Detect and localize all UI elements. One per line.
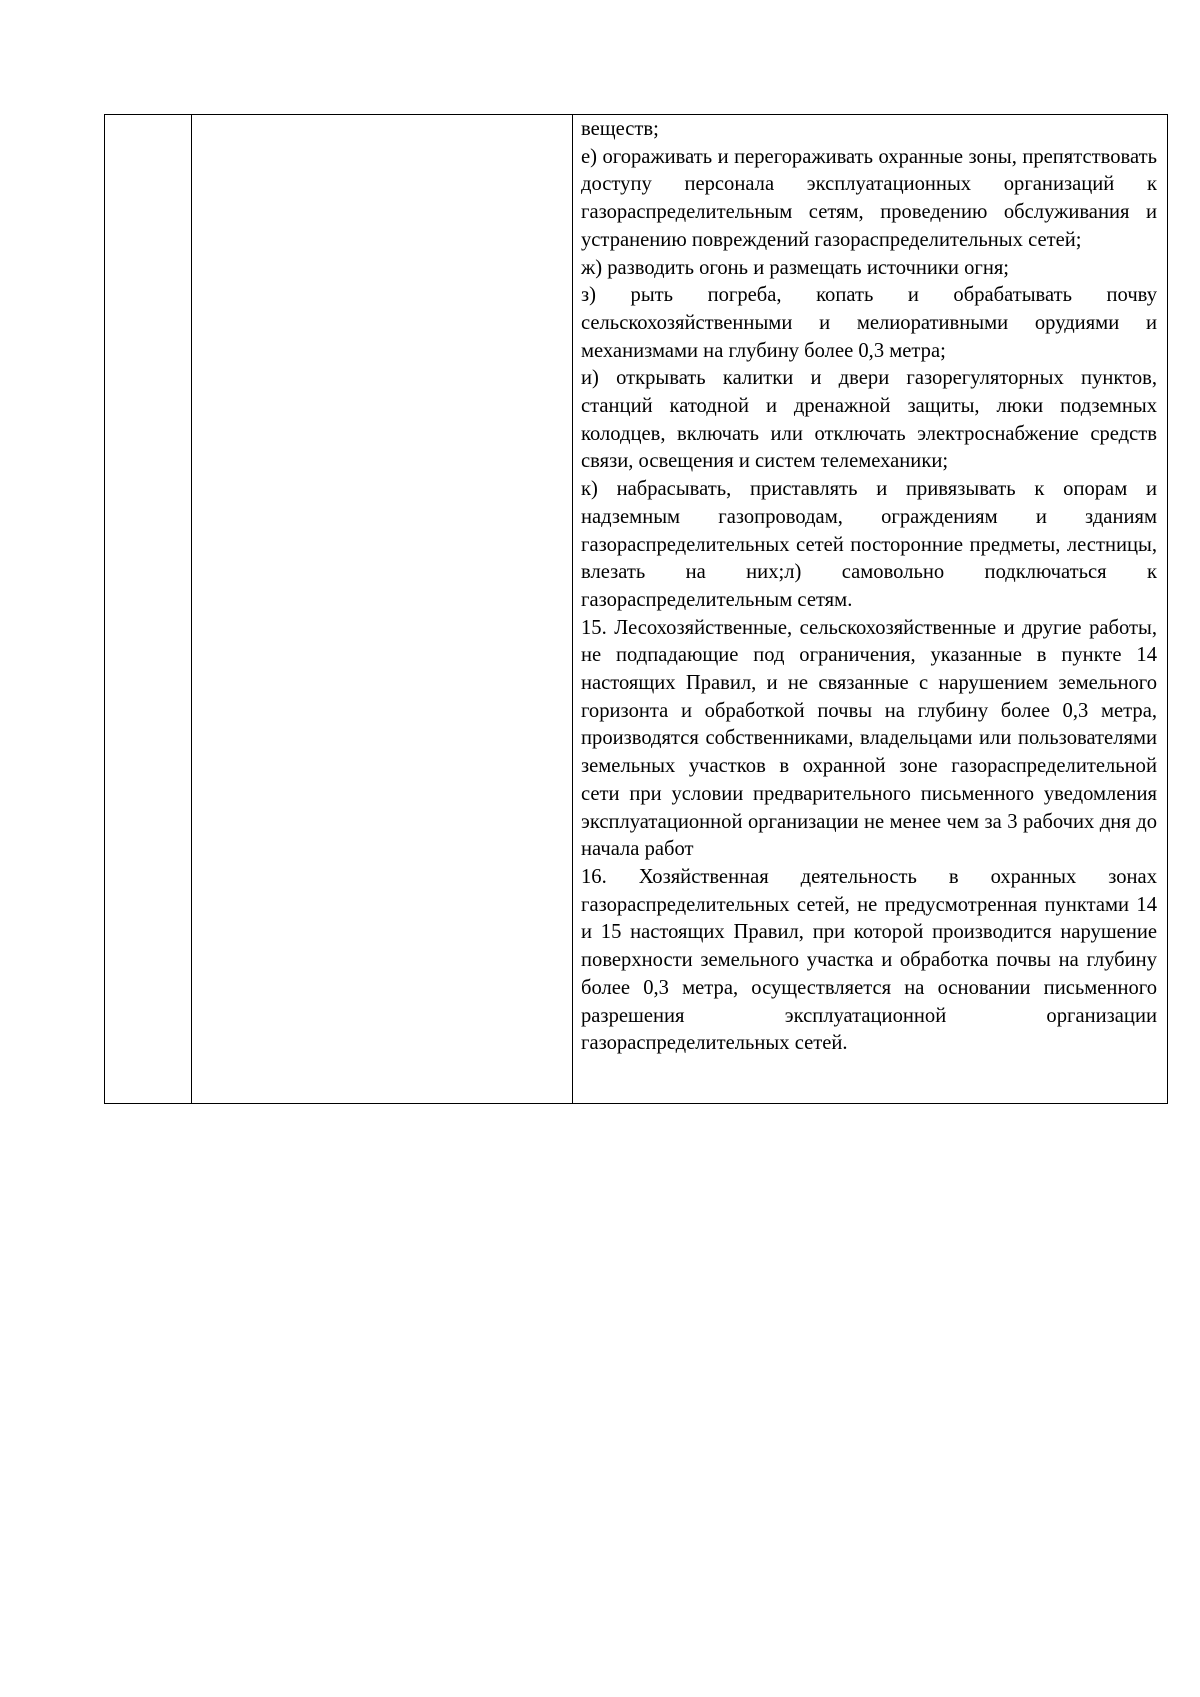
paragraph-item-16: 16. Хозяйственная деятельность в охранных зонах газораспределительных сетей, не предусмотренная пунктами 14 и 15 настоящих Правил, при которой производится нарушение поверхности земельного участка и обработка почвы на глубину более 0,3 метра, осуществляется на основании письменного разрешения эксплуатационной организации <box>581 865 1157 1027</box>
table-cell-restrictions <box>573 115 1168 1104</box>
paragraph-item-zh: ж) разводить огонь и размещать источники огня; <box>581 256 1010 279</box>
paragraph-item-16-end: газораспределительных сетей. <box>581 1032 848 1055</box>
table-cell-object <box>192 115 573 1104</box>
document-table <box>104 114 1168 1104</box>
paragraph-item-15: 15. Лесохозяйственные, сельскохозяйственные и другие работы, не подпадающие под ограничения, указанные в пункте 14 настоящих Правил, и не связанные с нарушением земельного горизонта и обработкой почвы на глубину более 0,3 метра, производятся собственниками, владельцами или пользователями земельных участков в охранной зоне газораспределительной сети при условии предварительного письменного уведомления эксплуатационной организации не менее чем за 3 рабочих дня до начала работ <box>581 616 1157 861</box>
paragraph-substances: веществ; <box>581 118 659 140</box>
paragraph-item-k-l: к) набрасывать, приставлять и привязывать к опорам и надземным газопроводам, ограждениям и зданиям газораспределительных сетей посторонние предметы, лестницы, влезать на них;л) самовольно подключаться к газораспределительным сетям. <box>581 478 1157 611</box>
paragraph-item-i: и) открывать калитки и двери газорегуляторных пунктов, станций катодной и дренажной защиты, люки подземных колодцев, включать или отключать электроснабжение средств связи, освещения и систем телемеханики; <box>581 367 1157 473</box>
paragraph-item-z: з) рыть погреба, копать и обрабатывать почву сельскохозяйственными и мелиоративными орудиями и механизмами на глубину более 0,3 метра; <box>581 284 1157 362</box>
table-row <box>105 115 1168 1104</box>
paragraph-item-e: е) огораживать и перегораживать охранные зоны, препятствовать доступу персонала эксплуатационных организаций к газораспределительным сетям, проведению обслуживания и устранению повреждений газораспределительных сетей; <box>581 145 1157 251</box>
table-cell-number <box>105 115 192 1104</box>
